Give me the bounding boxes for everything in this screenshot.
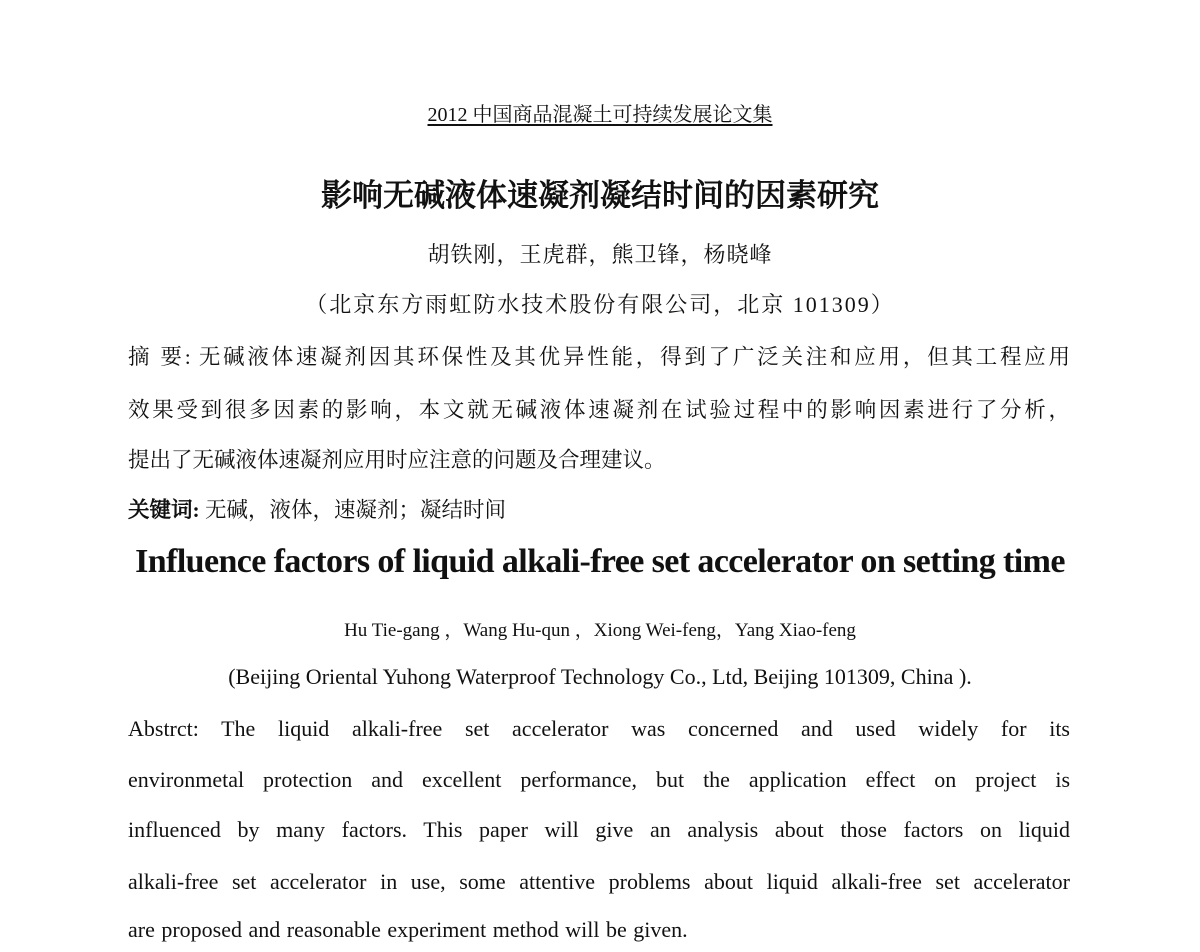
english-authors: Hu Tie-gang ，Wang Hu-qun ，Xiong Wei-feng，Yang Xiao-feng bbox=[344, 620, 856, 641]
proceedings-header: 2012 中国商品混凝土可持续发展论文集 bbox=[427, 104, 773, 126]
english-abstract-line: environmetal protection and excellent performance, but the application effect on project is bbox=[128, 767, 1070, 792]
chinese-abstract-line: 摘 要: 无碱液体速凝剂因其环保性及其优异性能，得到了广泛关注和应用，但其工程应用 bbox=[128, 345, 1070, 369]
chinese-abstract-line: 提出了无碱液体速凝剂应用时应注意的问题及合理建议。 bbox=[128, 448, 666, 472]
chinese-authors: 胡铁刚，王虎群，熊卫锋，杨晓峰 bbox=[427, 242, 773, 267]
keywords-text: 无碱，液体，速凝剂；凝结时间 bbox=[199, 498, 507, 522]
chinese-abstract-line: 效果受到很多因素的影响，本文就无碱液体速凝剂在试验过程中的影响因素进行了分析， bbox=[128, 398, 1070, 422]
english-abstract-line: are proposed and reasonable experiment method will be given. bbox=[128, 917, 688, 942]
chinese-keywords bbox=[128, 493, 506, 524]
chinese-affiliation: （北京东方雨虹防水技术股份有限公司，北京 101309） bbox=[305, 292, 895, 317]
english-title: Influence factors of liquid alkali-free set accelerator on setting time bbox=[135, 543, 1065, 580]
english-affiliation: (Beijing Oriental Yuhong Waterproof Technology Co., Ltd, Beijing 101309, China ). bbox=[228, 664, 972, 689]
chinese-title: 影响无碱液体速凝剂凝结时间的因素研究 bbox=[321, 178, 879, 214]
english-abstract-line: alkali-free set accelerator in use, some attentive problems about liquid alkali-free set accelerator bbox=[128, 869, 1070, 894]
keywords-label: 关键词: bbox=[128, 498, 200, 522]
english-abstract-line: influenced by many factors. This paper will give an analysis about those factors on liquid bbox=[128, 817, 1070, 842]
english-abstract-line: Abstrct: The liquid alkali-free set accelerator was concerned and used widely for its bbox=[128, 716, 1070, 741]
